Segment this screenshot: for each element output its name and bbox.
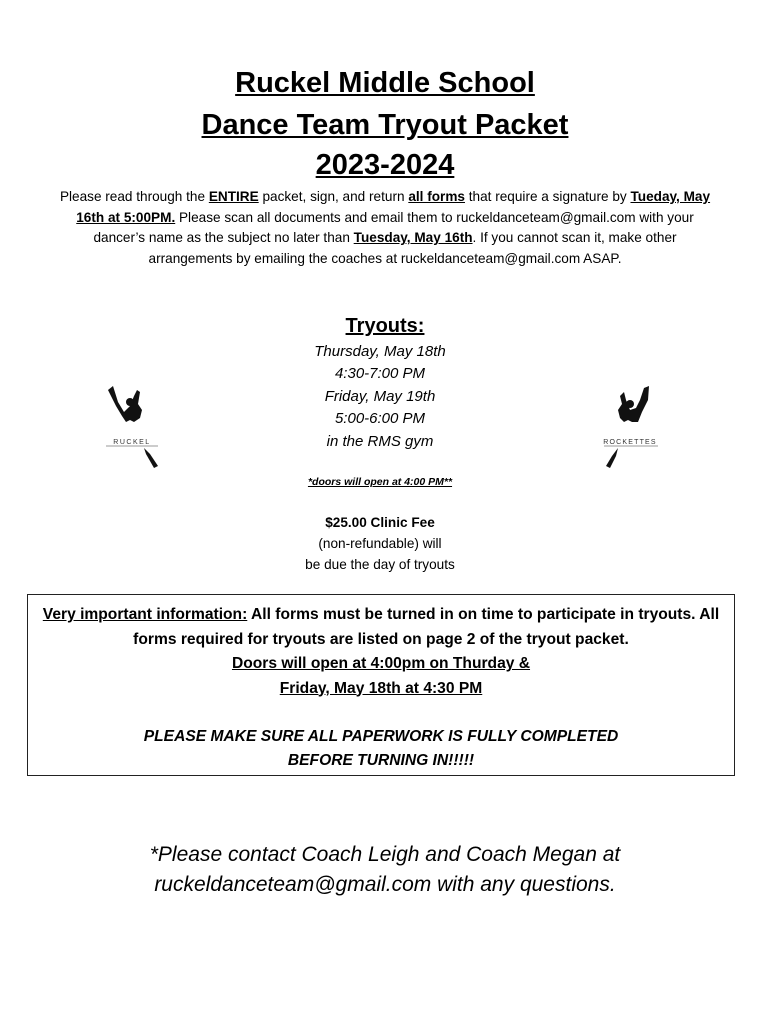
important-info-text <box>34 603 728 701</box>
logo-left-text: RUCKEL <box>113 439 151 446</box>
intro-text-3: that require a signature by <box>464 189 631 204</box>
intro-text-5: . If you cannot scan it, make other arrangements by emailing the coaches at ruckeldanceteam@gmail.com ASAP. <box>148 230 677 266</box>
fee-line-1: (non-refundable) will <box>318 536 442 551</box>
intro-entire: ENTIRE <box>208 189 259 204</box>
year-title: 2023-2024 <box>315 149 455 181</box>
contact-line-2: ruckeldanceteam@gmail.com with any questions. <box>154 873 616 896</box>
dancer-logo-right <box>594 382 664 472</box>
doors-open-line-1: Doors will open at 4:00pm on Thurday & <box>231 655 531 672</box>
dancer-silhouette-icon <box>108 386 158 468</box>
school-title: Ruckel Middle School <box>235 67 535 99</box>
doors-open-note: *doors will open at 4:00 PM** <box>307 476 453 488</box>
important-info-lead: Very important information: <box>42 606 248 623</box>
packet-title: Dance Team Tryout Packet <box>201 109 569 141</box>
important-info-box <box>27 594 735 776</box>
intro-deadline-1: Tueday, May 16th at 5:00PM. <box>76 189 711 225</box>
important-info-body: All forms must be turned in on time to participate in tryouts. All forms required for tryouts are listed on page 2 of the tryout packet. <box>133 606 720 648</box>
clinic-fee <box>230 512 530 575</box>
schedule-line: in the RMS gym <box>326 432 434 450</box>
contact-line-1: *Please contact Coach Leigh and Coach Megan at <box>149 843 621 866</box>
warning-line-1: PLEASE MAKE SURE ALL PAPERWORK IS FULLY COMPLETED <box>143 728 619 745</box>
intro-deadline-2: Tuesday, May 16th <box>353 230 473 245</box>
intro-paragraph <box>50 187 720 269</box>
dancer-logo-left <box>100 382 170 472</box>
schedule-line: 5:00-6:00 PM <box>334 410 426 428</box>
intro-all-forms: all forms <box>408 189 465 204</box>
logo-right-text: ROCKETTES <box>603 439 657 446</box>
schedule-line: 4:30-7:00 PM <box>334 365 426 383</box>
intro-text-2: packet, sign, and return <box>258 189 409 204</box>
schedule-line: Friday, May 19th <box>324 387 436 405</box>
fee-title: $25.00 Clinic Fee <box>325 515 435 530</box>
fee-line-2: be due the day of tryouts <box>305 557 455 572</box>
paperwork-warning <box>28 725 734 773</box>
intro-text-1: Please read through the <box>59 189 209 204</box>
dancer-silhouette-icon <box>606 386 649 468</box>
tryout-schedule <box>230 341 530 453</box>
tryouts-heading: Tryouts: <box>345 315 425 337</box>
schedule-line: Thursday, May 18th <box>314 343 446 360</box>
doors-open-line-2: Friday, May 18th at 4:30 PM <box>279 679 483 697</box>
intro-text-4: Please scan all documents and email them to ruckeldanceteam@gmail.com with your dancer’s name as the subject no later than <box>93 209 694 245</box>
contact-note <box>60 840 710 900</box>
warning-line-2: BEFORE TURNING IN!!!!! <box>287 752 475 769</box>
